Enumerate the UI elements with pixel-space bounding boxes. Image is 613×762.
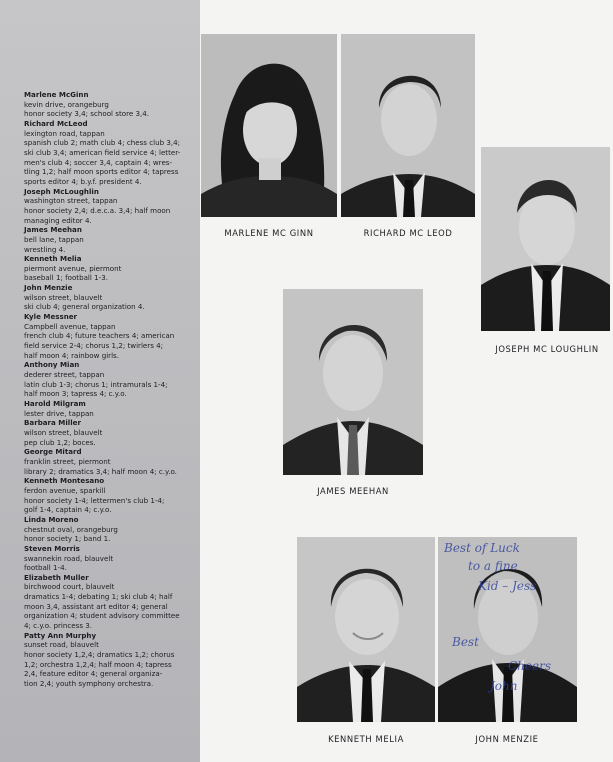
biography-detail-line: half moon 4; rainbow girls. (24, 350, 120, 360)
biography-detail-line: dramatics 1-4; debating 1; ski club 4; half (24, 592, 173, 602)
biography-detail-line: golf 1-4, captain 4; c.y.o. (24, 505, 112, 515)
biography-detail-line: french club 4; future teachers 4; american (24, 331, 175, 341)
biography-entry (24, 283, 196, 312)
biography-detail-line: field service 2-4; chorus 1,2; twirlers 4; (24, 341, 164, 351)
biography-detail-line: bell lane, tappan (24, 234, 84, 244)
biography-detail-line: Campbell avenue, tappan (24, 321, 116, 331)
signature-line: Kid – Jess (478, 579, 537, 593)
biography-detail-line: ski club 3,4; american field service 4; letter- (24, 147, 181, 157)
portrait-caption-james-meehan: JAMES MEEHAN (317, 486, 389, 496)
biography-name: Linda Moreno (24, 514, 79, 524)
signature-line: John (490, 679, 518, 693)
biography-detail-line: honor society 1,2,4; dramatics 1,2; chorus (24, 650, 175, 660)
biography-entry (24, 254, 196, 283)
portrait-photo-richard-mcleod (341, 34, 475, 217)
biography-entry (24, 476, 196, 515)
biography-entry (24, 360, 196, 399)
biography-entry (24, 544, 196, 573)
biography-entry (24, 119, 196, 187)
portrait-photo-john-menzie (438, 537, 577, 722)
biography-detail-line: sunset road, blauvelt (24, 640, 99, 650)
biography-detail-line: moon 3,4, assistant art editor 4; general (24, 601, 168, 611)
portrait-photo-kenneth-melia (297, 537, 435, 722)
biography-name: Kyle Messner (24, 312, 78, 322)
portrait-photo-james-meehan (283, 289, 423, 475)
biography-detail-line: wilson street, blauvelt (24, 292, 103, 302)
biography-detail-line: library 2; dramatics 3,4; half moon 4; c.y.o. (24, 466, 177, 476)
biography-detail-line: lester drive, tappan (24, 408, 94, 418)
biography-detail-line: kevin drive, orangeburg (24, 99, 109, 109)
female-portrait-icon (201, 34, 337, 217)
biography-detail-line: washington street, tappan (24, 196, 118, 206)
biography-detail-line: baseball 1; football 1-3. (24, 273, 108, 283)
biography-name: John Menzie (24, 283, 73, 293)
biography-detail-line: managing editor 4. (24, 215, 92, 225)
portrait-caption-marlene-mcginn: MARLENE MC GINN (224, 228, 314, 238)
biography-detail-line: piermont avenue, piermont (24, 263, 122, 273)
biography-name: Kenneth Montesano (24, 476, 105, 486)
biography-detail-line: wilson street, blauvelt (24, 427, 103, 437)
biography-name: Richard McLeod (24, 118, 88, 128)
biography-detail-line: swannekin road, blauvelt (24, 553, 114, 563)
portrait-caption-john-menzie: JOHN MENZIE (475, 734, 539, 744)
portrait-caption-joseph-mcloughlin: JOSEPH MC LOUGHLIN (495, 344, 599, 354)
biography-entry (24, 631, 196, 689)
biography-detail-line: lexington road, tappan (24, 128, 105, 138)
biography-detail-line: sports editor 4; b.y.f. president 4. (24, 176, 142, 186)
biography-detail-line: franklin street, piermont (24, 456, 111, 466)
signature-line: Best (452, 635, 479, 649)
biography-detail-line: men's club 4; soccer 3,4, captain 4; wres- (24, 157, 173, 167)
biography-detail-line: ski club 4; general organization 4. (24, 302, 145, 312)
biography-name: Kenneth Melia (24, 254, 82, 264)
biography-detail-line: ferdon avenue, sparkill (24, 485, 106, 495)
biography-detail-line: pep club 1,2; boces. (24, 437, 96, 447)
biography-name: Joseph McLoughlin (24, 186, 99, 196)
biography-name: George Mitard (24, 447, 82, 457)
biography-name: Steven Morris (24, 543, 80, 553)
signature-line: to a fine (468, 559, 518, 573)
biography-detail-line: honor society 2,4; d.e.c.a. 3,4; half moon (24, 205, 171, 215)
male-portrait-icon (481, 147, 610, 331)
biography-detail-line: organization 4; student advisory committee (24, 611, 180, 621)
biography-name: Elizabeth Muller (24, 572, 89, 582)
biography-entry (24, 399, 196, 418)
male-portrait-icon (297, 537, 435, 722)
biography-name: Patty Ann Murphy (24, 630, 97, 640)
biography-name: James Meehan (24, 225, 82, 235)
portrait-caption-richard-mcleod: RICHARD MC LEOD (363, 228, 453, 238)
portrait-caption-kenneth-melia: KENNETH MELIA (328, 734, 404, 744)
biography-detail-line: honor society 1-4; lettermen's club 1-4; (24, 495, 165, 505)
biography-entry (24, 447, 196, 476)
biography-entry (24, 312, 196, 360)
biography-list (24, 90, 196, 689)
biography-detail-line: 1,2; orchestra 1,2,4; half moon 4; tapress (24, 659, 172, 669)
biography-name: Anthony Mian (24, 360, 80, 370)
biography-name: Harold Milgram (24, 399, 86, 408)
biography-detail-line: chestnut oval, orangeburg (24, 524, 118, 534)
biography-detail-line: spanish club 2; math club 4; chess club 3,4; (24, 138, 181, 148)
biography-detail-line: dederer street, tappan (24, 370, 105, 380)
biography-detail-line: honor society 1; band 1. (24, 534, 111, 544)
biography-detail-line: tling 1,2; half moon sports editor 4; tapress (24, 167, 179, 177)
signature-line: Cheers (508, 659, 552, 673)
biography-column (0, 0, 200, 762)
portrait-photo-marlene-mcginn (201, 34, 337, 217)
biography-detail-line: birchwood court, blauvelt (24, 582, 115, 592)
biography-detail-line: wrestling 4. (24, 244, 66, 254)
signature-line: Best of Luck (444, 541, 520, 555)
biography-detail-line: honor society 3,4; school store 3,4. (24, 109, 150, 119)
biography-entry (24, 418, 196, 447)
biography-entry (24, 573, 196, 631)
male-portrait-icon (283, 289, 423, 475)
biography-detail-line: tion 2,4; youth symphony orchestra. (24, 679, 154, 689)
biography-name: Barbara Miller (24, 418, 81, 428)
biography-detail-line: 2,4, feature editor 4; general organiza- (24, 669, 163, 679)
biography-entry (24, 225, 196, 254)
biography-detail-line: 4; c.y.o. princess 3. (24, 621, 93, 631)
biography-entry (24, 90, 196, 119)
portrait-photo-joseph-mcloughlin (481, 147, 610, 331)
biography-detail-line: football 1-4. (24, 563, 67, 573)
biography-detail-line: half moon 3; tapress 4; c.y.o. (24, 389, 127, 399)
biography-entry (24, 187, 196, 226)
biography-name: Marlene McGinn (24, 90, 89, 99)
biography-entry (24, 515, 196, 544)
male-portrait-icon (341, 34, 475, 217)
biography-detail-line: latin club 1-3; chorus 1; intramurals 1-4; (24, 379, 168, 389)
